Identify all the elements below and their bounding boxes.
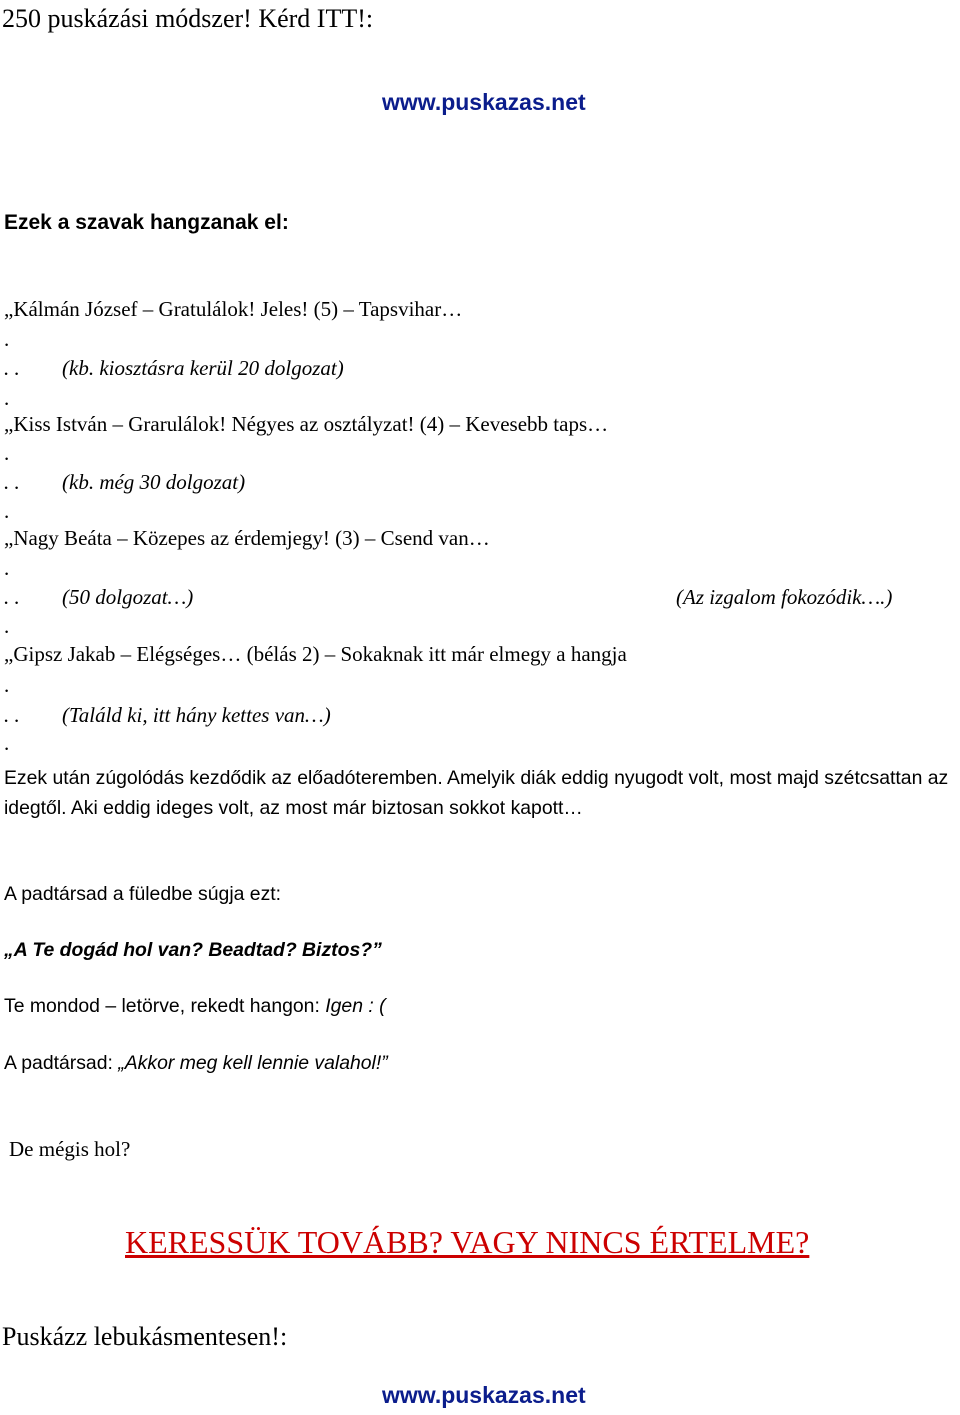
dot-separator: .	[4, 614, 10, 638]
story-heading: Ezek a szavak hangzanak el:	[4, 211, 289, 234]
story-line: „Gipsz Jakab – Elégséges… (bélás 2) – Sokaknak itt már elmegy a hangja	[4, 642, 627, 666]
story-line	[4, 469, 245, 495]
friend-quote: „Akkor meg kell lennie valahol!”	[118, 1052, 388, 1074]
reply-intro: Te mondod – letörve, rekedt hangon:	[4, 995, 320, 1017]
dot-separator: .	[4, 673, 10, 697]
story-line	[4, 584, 193, 610]
reply-text: Igen : (	[325, 995, 386, 1017]
dot-separator: .	[4, 441, 10, 465]
story-line: „Kiss István – Grarulálok! Négyes az osztályzat! (4) – Kevesebb taps…	[4, 412, 609, 436]
cta-link[interactable]: KERESSÜK TOVÁBB? VAGY NINCS ÉRTELME?	[125, 1224, 810, 1260]
story-note-right: (Az izgalom fokozódik….)	[676, 585, 893, 609]
story-line: „Nagy Beáta – Közepes az érdemjegy! (3) – Csend van…	[4, 526, 490, 550]
friend-intro: A padtársad:	[4, 1052, 113, 1074]
reply-line	[4, 993, 386, 1019]
dot-separator: .	[4, 556, 10, 580]
story-line	[4, 355, 344, 381]
site-url-link[interactable]: www.puskazas.net	[382, 89, 586, 115]
friend-line	[4, 1050, 388, 1076]
question-line: De mégis hol?	[9, 1137, 131, 1161]
story-note: (kb. kiosztásra kerül 20 dolgozat)	[62, 356, 344, 380]
whisper-quote	[4, 937, 382, 963]
footer-site-url-link[interactable]: www.puskazas.net	[382, 1382, 586, 1408]
dot-separator: . .	[4, 470, 20, 494]
whisper-intro: A padtársad a füledbe súgja ezt:	[4, 883, 282, 905]
dot-separator: .	[4, 327, 10, 351]
story-paragraph: Ezek után zúgolódás kezdődik az előadóteremben. Amelyik diák eddig nyugodt volt, most majd szétcsattan az idegtől. Aki eddig ideges volt, az most már biztosan sokkot kapott…	[4, 767, 949, 819]
dot-separator: . .	[4, 585, 20, 609]
story-note: (Találd ki, itt hány kettes van…)	[62, 703, 331, 727]
dot-separator: . .	[4, 356, 20, 380]
story-line	[4, 702, 331, 728]
dot-separator: . .	[4, 703, 20, 727]
dot-separator: .	[4, 386, 10, 410]
page-title: 250 puskázási módszer! Kérd ITT!:	[2, 4, 374, 33]
dot-separator: .	[4, 499, 10, 523]
story-note: (kb. még 30 dolgozat)	[62, 470, 246, 494]
story-line: „Kálmán József – Gratulálok! Jeles! (5) – Tapsvihar…	[4, 297, 463, 321]
whisper-quote-text: „A Te dogád hol van? Beadtad? Biztos?”	[4, 939, 382, 961]
dot-separator: .	[4, 731, 10, 755]
story-note: (50 dolgozat…)	[62, 585, 194, 609]
footer-title: Puskázz lebukásmentesen!:	[2, 1322, 288, 1351]
